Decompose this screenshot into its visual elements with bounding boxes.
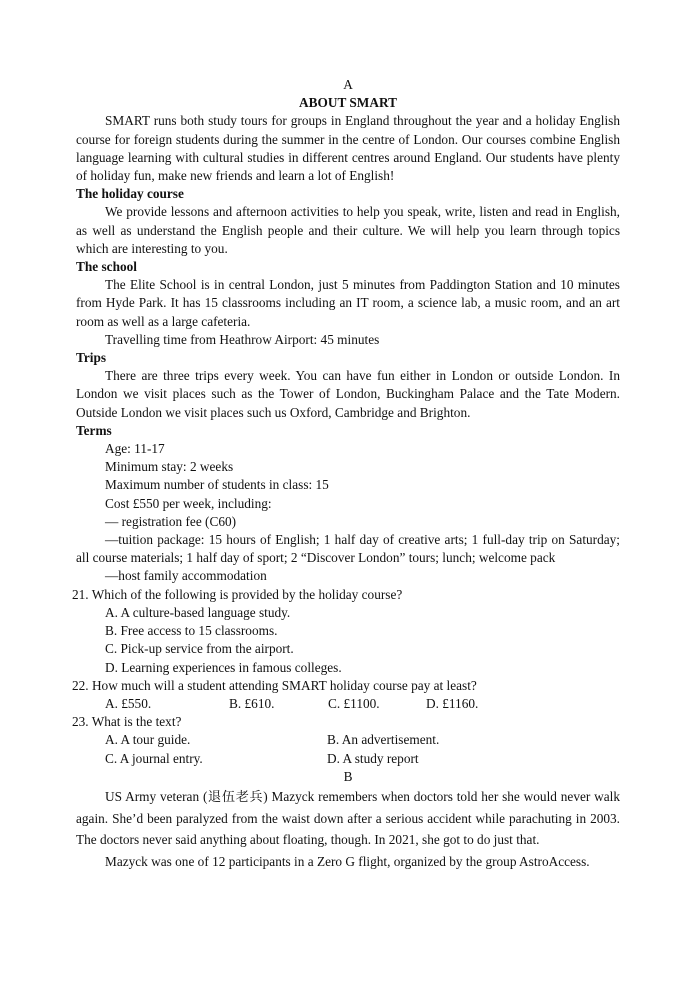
- school-heading: The school: [76, 259, 137, 275]
- question-23-option: A. A tour guide.: [105, 732, 191, 748]
- trips-heading: Trips: [76, 350, 107, 366]
- question-23-stem: 23. What is the text?: [72, 714, 182, 730]
- holiday-course-paragraph: We provide lessons and afternoon activities to help you speak, write, listen and read in English, as well as understand the English people and their culture. We will help you learn through topics which are interesting to you.: [76, 204, 620, 256]
- question-23-options-row: [76, 731, 620, 749]
- document-page: [72, 76, 620, 872]
- question-22-stem: 22. How much will a student attending SMART holiday course pay at least?: [72, 677, 477, 693]
- terms-item: Age: 11-17: [105, 441, 165, 457]
- terms-item: — registration fee (C60): [105, 513, 237, 529]
- section-a-label: A: [343, 77, 353, 92]
- question-23-option: D. A study report: [327, 750, 419, 766]
- intro-paragraph: SMART runs both study tours for groups in England throughout the year and a holiday English course for foreign students during the summer in the centre of London. Our courses combine English language learning with cultural studies in different centres around England. Our students have plenty of holiday fun, make new friends and learn a lot of English!: [76, 113, 620, 184]
- terms-item: —tuition package: 15 hours of English; 1 half day of creative arts; 1 full-day trip on Saturday; all course materials; 1 half day of sport; 2 “Discover London” tours; lunch; welcome pack: [76, 532, 620, 566]
- question-22-option: C. £1100.: [328, 695, 380, 711]
- terms-item: —host family accommodation: [105, 568, 267, 584]
- question-23-option: C. A journal entry.: [105, 750, 203, 766]
- question-22-option: B. £610.: [229, 695, 275, 711]
- terms-heading: Terms: [76, 422, 112, 438]
- passage-title: ABOUT SMART: [299, 95, 397, 111]
- question-23-options-row: [76, 750, 620, 768]
- terms-item: Maximum number of students in class: 15: [105, 477, 329, 493]
- terms-item: Cost £550 per week, including:: [105, 495, 272, 511]
- section-b-label: B: [343, 768, 353, 784]
- question-21-stem: 21. Which of the following is provided by the holiday course?: [72, 586, 403, 602]
- trips-paragraph: There are three trips every week. You can have fun either in London or outside London. In London we visit places such as the Tower of London, Buckingham Palace and the Tate Modern. Outside London we visit places such us Oxford, Cambridge and Brighton.: [76, 368, 620, 420]
- holiday-course-heading: The holiday course: [76, 186, 184, 202]
- question-21-option: A. A culture-based language study.: [105, 604, 291, 620]
- section-b-body: [76, 786, 620, 872]
- question-22-option: A. £550.: [105, 695, 152, 711]
- question-22-options: [76, 695, 620, 713]
- travel-time-line: Travelling time from Heathrow Airport: 45 minutes: [105, 331, 380, 347]
- terms-item: Minimum stay: 2 weeks: [105, 459, 234, 475]
- question-21-option: B. Free access to 15 classrooms.: [105, 623, 278, 639]
- question-23-option: B. An advertisement.: [327, 732, 440, 748]
- section-b-paragraph: Mazyck was one of 12 participants in a Zero G flight, organized by the group AstroAccess.: [105, 853, 590, 869]
- question-21-option: C. Pick-up service from the airport.: [105, 641, 294, 657]
- school-paragraph: The Elite School is in central London, just 5 minutes from Paddington Station and 10 minutes from Hyde Park. It has 15 classrooms including an IT room, a science lab, a music room, and an art room as well as a large cafeteria.: [76, 277, 620, 329]
- question-22-option: D. £1160.: [426, 695, 479, 711]
- section-b-paragraph: US Army veteran (退伍老兵) Mazyck remembers when doctors told her she would never walk again. She’d been paralyzed from the waist down after a serious accident while parachuting in 2003. The doctors never said anything about floating, though. In 2021, she got to do just that.: [76, 788, 620, 848]
- question-21-option: D. Learning experiences in famous colleges.: [105, 659, 342, 675]
